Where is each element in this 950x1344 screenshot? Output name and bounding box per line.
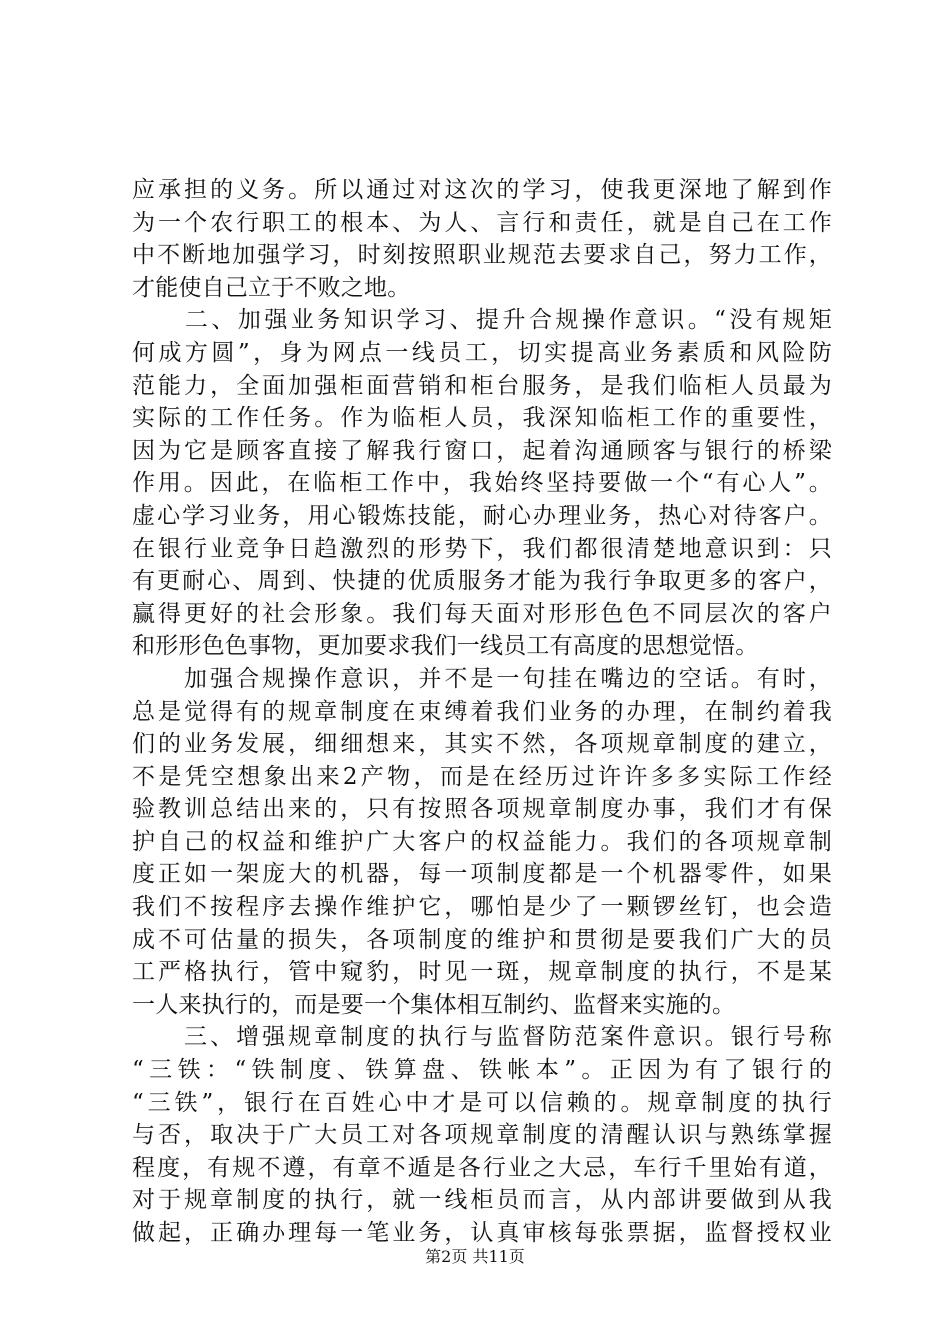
text-line: 我们不按程序去操作维护它，哪怕是少了一颗锣丝钉，也会造 (132, 894, 832, 921)
text-line: 因为它是顾客直接了解我行窗口，起着沟通顾客与银行的桥梁 (132, 437, 832, 464)
page-footer: 第2页 共11页 (425, 1247, 525, 1266)
text-line: 对于规章制度的执行，就一线柜员而言，从内部讲要做到从我 (132, 1187, 832, 1214)
text-line: 才能使自己立于不败之地。 (132, 274, 411, 301)
text-line: 与否，取决于广大员工对各项规章制度的清醒认识与熟练掌握 (132, 1122, 832, 1149)
text-line: 中不断地加强学习，时刻按照职业规范去要求自己，努力工作， (132, 242, 832, 269)
text-line: 做起，正确办理每一笔业务，认真审核每张票据，监督授权业 (132, 1220, 832, 1246)
text-line: 程度，有规不遵，有章不遁是各行业之大忌，车行千里始有道， (132, 1154, 832, 1181)
text-line: 赢得更好的社会形象。我们每天面对形形色色不同层次的客户 (132, 600, 832, 627)
text-line: 们的业务发展，细细想来，其实不然，各项规章制度的建立， (132, 731, 832, 758)
text-line: 和形形色色事物，更加要求我们一线员工有高度的思想觉悟。 (132, 633, 759, 660)
text-line: 何成方圆”，身为网点一线员工，切实提高业务素质和风险防 (132, 339, 832, 366)
text-line: 应承担的义务。所以通过对这次的学习，使我更深地了解到作 (132, 177, 832, 203)
text-line: 加强合规操作意识，并不是一句挂在嘴边的空话。有时， (132, 665, 832, 692)
text-line: 为一个农行职工的根本、为人、言行和责任，就是自己在工作 (132, 209, 832, 236)
text-line: 一人来执行的，而是要一个集体相互制约、监督来实施的。 (132, 991, 736, 1018)
text-line: 虚心学习业务，用心锻炼技能，耐心办理业务，热心对待客户。 (132, 502, 832, 529)
text-line: “三铁”，银行在百姓心中才是可以信赖的。规章制度的执行 (132, 1089, 832, 1116)
text-line: 不是凭空想象出来2产物，而是在经历过许许多多实际工作经 (132, 763, 832, 790)
text-line: 二、加强业务知识学习、提升合规操作意识。“没有规矩 (132, 307, 832, 334)
text-line: 护自己的权益和维护广大客户的权益能力。我们的各项规章制 (132, 828, 832, 855)
text-line: 三、增强规章制度的执行与监督防范案件意识。银行号称 (132, 1024, 832, 1051)
text-line: 作用。因此，在临柜工作中，我始终坚持要做一个“有心人”。 (132, 470, 832, 497)
text-line: 成不可估量的损失，各项制度的维护和贯彻是要我们广大的员 (132, 926, 832, 953)
text-line: 总是觉得有的规章制度在束缚着我们业务的办理，在制约着我 (132, 698, 832, 725)
text-line: 在银行业竞争日趋激烈的形势下，我们都很清楚地意识到：只 (132, 535, 832, 562)
text-line: 范能力，全面加强柜面营销和柜台服务，是我们临柜人员最为 (132, 372, 832, 399)
text-line: 度正如一架庞大的机器，每一项制度都是一个机器零件，如果 (132, 861, 832, 888)
body-text (132, 174, 832, 1250)
text-line: “三铁：“铁制度、铁算盘、铁帐本”。正因为有了银行的 (132, 1057, 832, 1084)
text-line: 验教训总结出来的，只有按照各项规章制度办事，我们才有保 (132, 796, 832, 823)
text-line: 有更耐心、周到、快捷的优质服务才能为我行争取更多的客户， (132, 568, 832, 595)
text-line: 工严格执行，管中窥豹，时见一斑，规章制度的执行，不是某 (132, 959, 832, 986)
text-line: 实际的工作任务。作为临柜人员，我深知临柜工作的重要性， (132, 405, 832, 432)
